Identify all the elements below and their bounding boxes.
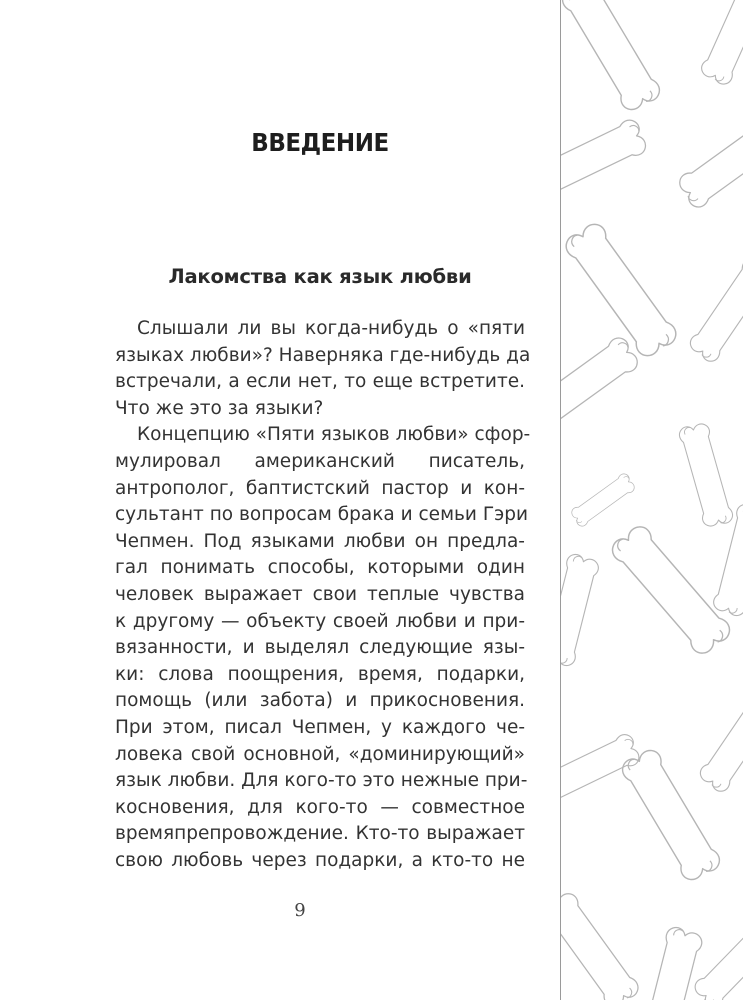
section-title: Лакомства как язык любви [168, 265, 472, 288]
text-line: антрополог, баптистский пастор и кон- [115, 477, 525, 499]
dog-bone-pattern-icon [561, 0, 743, 1000]
text-line: мулировал американский писатель, [115, 450, 525, 472]
text-line: косновения, для кого-то — совместное [115, 796, 525, 818]
body-text [115, 316, 531, 874]
text-line: ки: слова поощрения, время, подарки, [115, 663, 525, 685]
page-number: 9 [294, 900, 306, 921]
text-line: Слышали ли вы когда-нибудь о «пяти [137, 318, 525, 339]
text-line: языках любви»? Наверняка где-нибудь да [115, 344, 531, 366]
text-line: помощь (или забота) и прикосновения. [115, 690, 525, 712]
text-line: язык любви. Для кого-то это нежные при- [115, 770, 528, 792]
text-line: Что же это за языки? [115, 397, 324, 419]
text-line: гал понимать способы, которыми один [115, 557, 525, 579]
chapter-title: ВВЕДЕНИЕ [251, 128, 389, 157]
text-line: времяпрепровождение. Кто-то выражает [115, 823, 525, 845]
text-line: Концепцию «Пяти языков любви» сфор- [137, 424, 531, 446]
bone-pattern-panel [560, 0, 743, 1000]
text-line: ловека свой основной, «доминирующий» [115, 743, 525, 765]
text-line: вязанности, и выделял следующие язы- [115, 637, 525, 659]
text-line: При этом, писал Чепмен, у каждого че- [115, 716, 525, 738]
text-column [115, 0, 531, 1000]
text-line: Чепмен. Под языками любви он предла- [115, 530, 525, 552]
text-line: сультант по вопросам брака и семьи Гэри [115, 504, 529, 526]
text-line: встречали, а если нет, то еще встретите. [115, 371, 525, 393]
text-line: к другому — объекту своей любви и при- [115, 610, 525, 632]
text-line: свою любовь через подарки, а кто-то не [115, 849, 525, 871]
text-line: человек выражает свои теплые чувства [115, 583, 525, 605]
